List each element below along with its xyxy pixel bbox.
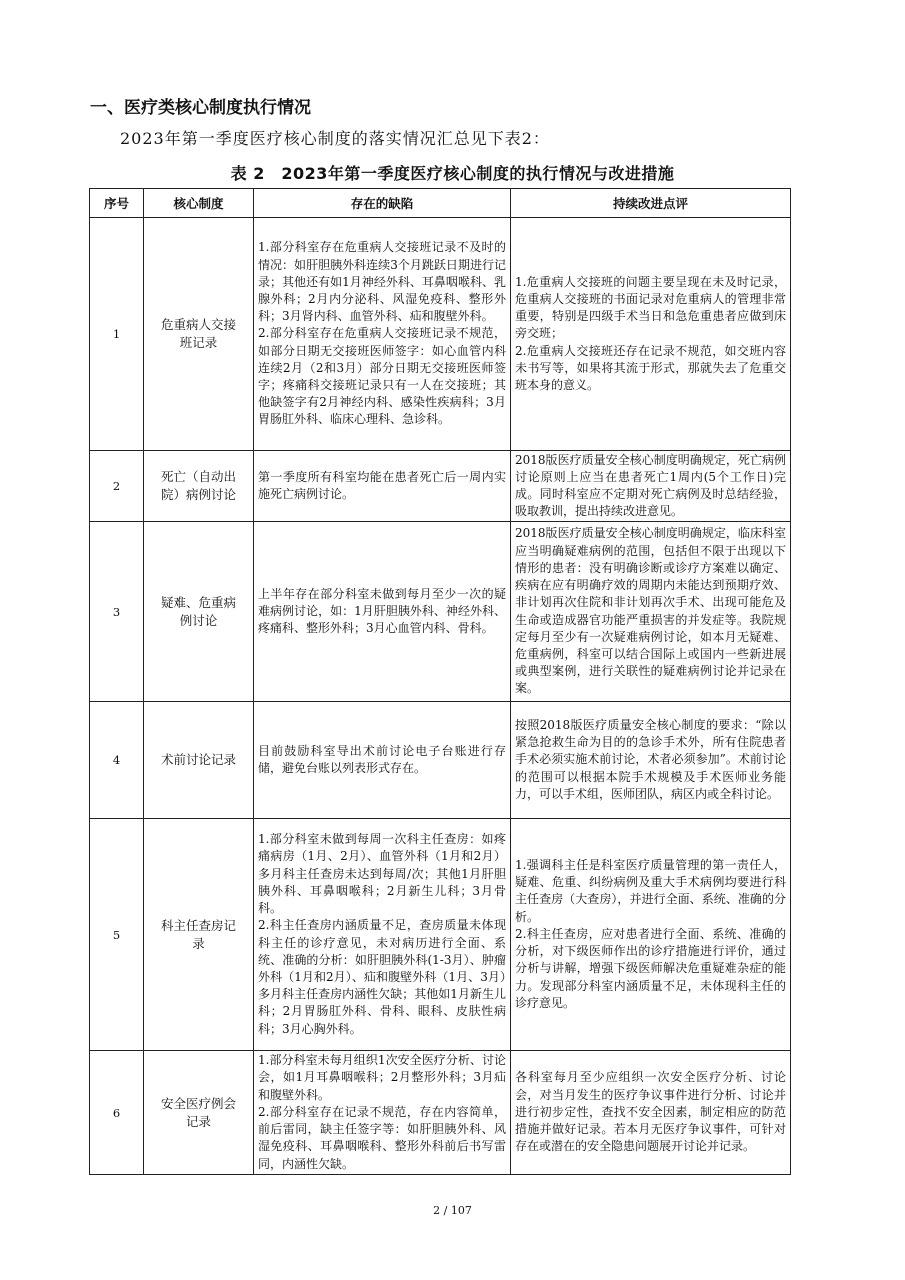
defect-item: 2.部分科室存在记录不规范，存在内容简单，前后雷同，缺主任签字等：如肝胆胰外科、风湿免疫科、耳鼻咽喉科、整形外科前后书写雷同，内涵性欠缺。 — [258, 1104, 506, 1171]
header-improvements: 持续改进点评 — [511, 189, 791, 218]
section-heading: 一、医疗类核心制度执行情况 — [90, 98, 311, 118]
improvement-item: 各科室每月至少应组织一次安全医疗分析、讨论会，对当月发生的医疗争议事件进行分析、讨论并进行初步定性，查找不安全因素，制定相应的防范措施并做好记录。若本月无医疗争议事件，可针对存在或潜在的安全隐患问题展开讨论并记录。 — [515, 1070, 786, 1154]
row-improvements — [511, 1051, 791, 1175]
row-seq: 3 — [90, 522, 144, 702]
table-row — [90, 451, 791, 522]
row-system: 危重病人交接班记录 — [144, 218, 254, 451]
row-improvements — [511, 819, 791, 1051]
row-defects — [254, 1051, 511, 1175]
defect-item: 1.部分科室存在危重病人交接班记录不及时的情况：如肝胆胰外科连续3个月跳跃日期进行记录；其他还有如1月神经外科、耳鼻咽喉科、乳腺外科；2月内分泌科、风湿免疫科、整形外科；3月肾内科、血管外科、疝和腹壁外科。 — [258, 240, 506, 324]
improvement-item: 2.科主任查房，应对患者进行全面、系统、准确的分析，对下级医师作出的诊疗措施进行评价，通过分析与讲解，增强下级医师解决危重疑难杂症的能力。发现部分科室内涵质量不足，未体现科主任的诊疗意见。 — [515, 926, 786, 1010]
table-caption: 表 2 2023年第一季度医疗核心制度的执行情况与改进措施 — [230, 164, 675, 183]
improvement-item: 1.强调科主任是科室医疗质量管理的第一责任人，疑难、危重、纠纷病例及重大手术病例均要进行科主任查房（大查房），并进行全面、系统、准确的分析。 — [515, 858, 786, 924]
table-row — [90, 522, 791, 702]
row-improvements — [511, 702, 791, 819]
row-defects — [254, 522, 511, 702]
row-seq: 4 — [90, 702, 144, 819]
improvement-item: 按照2018版医疗质量安全核心制度的要求：“除以紧急抢救生命为目的的急诊手术外，所有住院患者手术必须实施术前讨论，术者必须参加”。术前讨论的范围可以根据本院手术规模及手术医师业务能力，可以手术组，医师团队，病区内或全科讨论。 — [515, 717, 786, 801]
row-improvements — [511, 218, 791, 451]
table-header-row — [90, 189, 791, 218]
row-system: 科主任查房记录 — [144, 819, 254, 1051]
row-system: 死亡（自动出院）病例讨论 — [144, 451, 254, 522]
table-row — [90, 1051, 791, 1175]
improvement-item: 2018版医疗质量安全核心制度明确规定，死亡病例讨论原则上应当在患者死亡1周内(5个工作日)完成。同时科室应不定期对死亡病例及时总结经验，吸取教训，提出持续改进意见。 — [515, 452, 786, 519]
table-row — [90, 819, 791, 1051]
improvement-item: 2.危重病人交接班还存在记录不规范，如交班内容未书写等，如果将其流于形式，那就失去了危重交班本身的意义。 — [515, 343, 786, 392]
header-seq: 序号 — [90, 189, 144, 218]
defect-item: 上半年存在部分科室未做到每月至少一次的疑难病例讨论，如：1月肝胆胰外科、神经外科、疼痛科、整形外科；3月心血管内科、骨科。 — [258, 586, 506, 636]
defect-item: 目前鼓励科室导出术前讨论电子台账进行存储，避免台账以列表形式存在。 — [258, 743, 506, 775]
page-number: 2 / 107 — [433, 1204, 472, 1217]
defect-item: 2.部分科室存在危重病人交接班记录不规范，如部分日期无交接班医师签字：如心血管内科连续2月（2和3月）部分日期无交接班医师签字；疼痛科交接班记录只有一人在交接班；其他缺签字有2月神经内科、感染性疾病科；3月胃肠肛外科、临床心理科、急诊科。 — [258, 326, 506, 427]
row-defects — [254, 218, 511, 451]
header-defects: 存在的缺陷 — [254, 189, 511, 218]
row-seq: 6 — [90, 1051, 144, 1175]
row-system: 疑难、危重病例讨论 — [144, 522, 254, 702]
row-system: 术前讨论记录 — [144, 702, 254, 819]
intro-paragraph: 2023年第一季度医疗核心制度的落实情况汇总见下表2： — [120, 129, 550, 148]
header-system: 核心制度 — [144, 189, 254, 218]
core-system-table — [89, 188, 791, 1175]
row-defects — [254, 819, 511, 1051]
row-improvements — [511, 522, 791, 702]
row-seq: 5 — [90, 819, 144, 1051]
row-defects — [254, 451, 511, 522]
row-seq: 2 — [90, 451, 144, 522]
improvement-item: 2018版医疗质量安全核心制度明确规定，临床科室应当明确疑难病例的范围，包括但不限于出现以下情形的患者：没有明确诊断或诊疗方案难以确定、疾病在应有明确疗效的周期内未能达到预期疗效、非计划再次住院和非计划再次手术、出现可能危及生命或造成器官功能严重损害的并发症等。我院规定每月至少有一次疑难病例讨论，如本月无疑难、危重病例，科室可以结合国际上或国内一些新进展或典型案例，进行关联性的疑难病例讨论并记录在案。 — [515, 526, 786, 696]
defect-item: 1.部分科室未做到每周一次科主任查房：如疼痛病房（1月、2月）、血管外科（1月和2月）多月科主任查房未达到每周/次；其他1月肝胆胰外科、耳鼻咽喉科；2月新生儿科；3月骨科。 — [258, 832, 506, 916]
improvement-item: 1.危重病人交接班的问题主要呈现在未及时记录，危重病人交接班的书面记录对危重病人的管理非常重要，特别是四级手术当日和急危重患者应做到床旁交班； — [515, 274, 786, 341]
defect-item: 2.科主任查房内涵质量不足，查房质量未体现科主任的诊疗意见，未对病历进行全面、系统、准确的分析：如肝胆胰外科(1-3月）、肿瘤外科（1月和2月）、疝和腹壁外科（1月、3月）多月科主任查房内涵性欠缺；其他如1月新生儿科；2月胃肠肛外科、骨科、眼科、皮肤性病科；3月心胸外科。 — [258, 918, 506, 1036]
defect-item: 第一季度所有科室均能在患者死亡后一周内实施死亡病例讨论。 — [258, 469, 506, 501]
table-row — [90, 218, 791, 451]
row-defects — [254, 702, 511, 819]
row-system: 安全医疗例会记录 — [144, 1051, 254, 1175]
row-seq: 1 — [90, 218, 144, 451]
defect-item: 1.部分科室未每月组织1次安全医疗分析、讨论会，如1月耳鼻咽喉科；2月整形外科；3月疝和腹壁外科。 — [258, 1053, 506, 1102]
table-row — [90, 702, 791, 819]
row-improvements — [511, 451, 791, 522]
